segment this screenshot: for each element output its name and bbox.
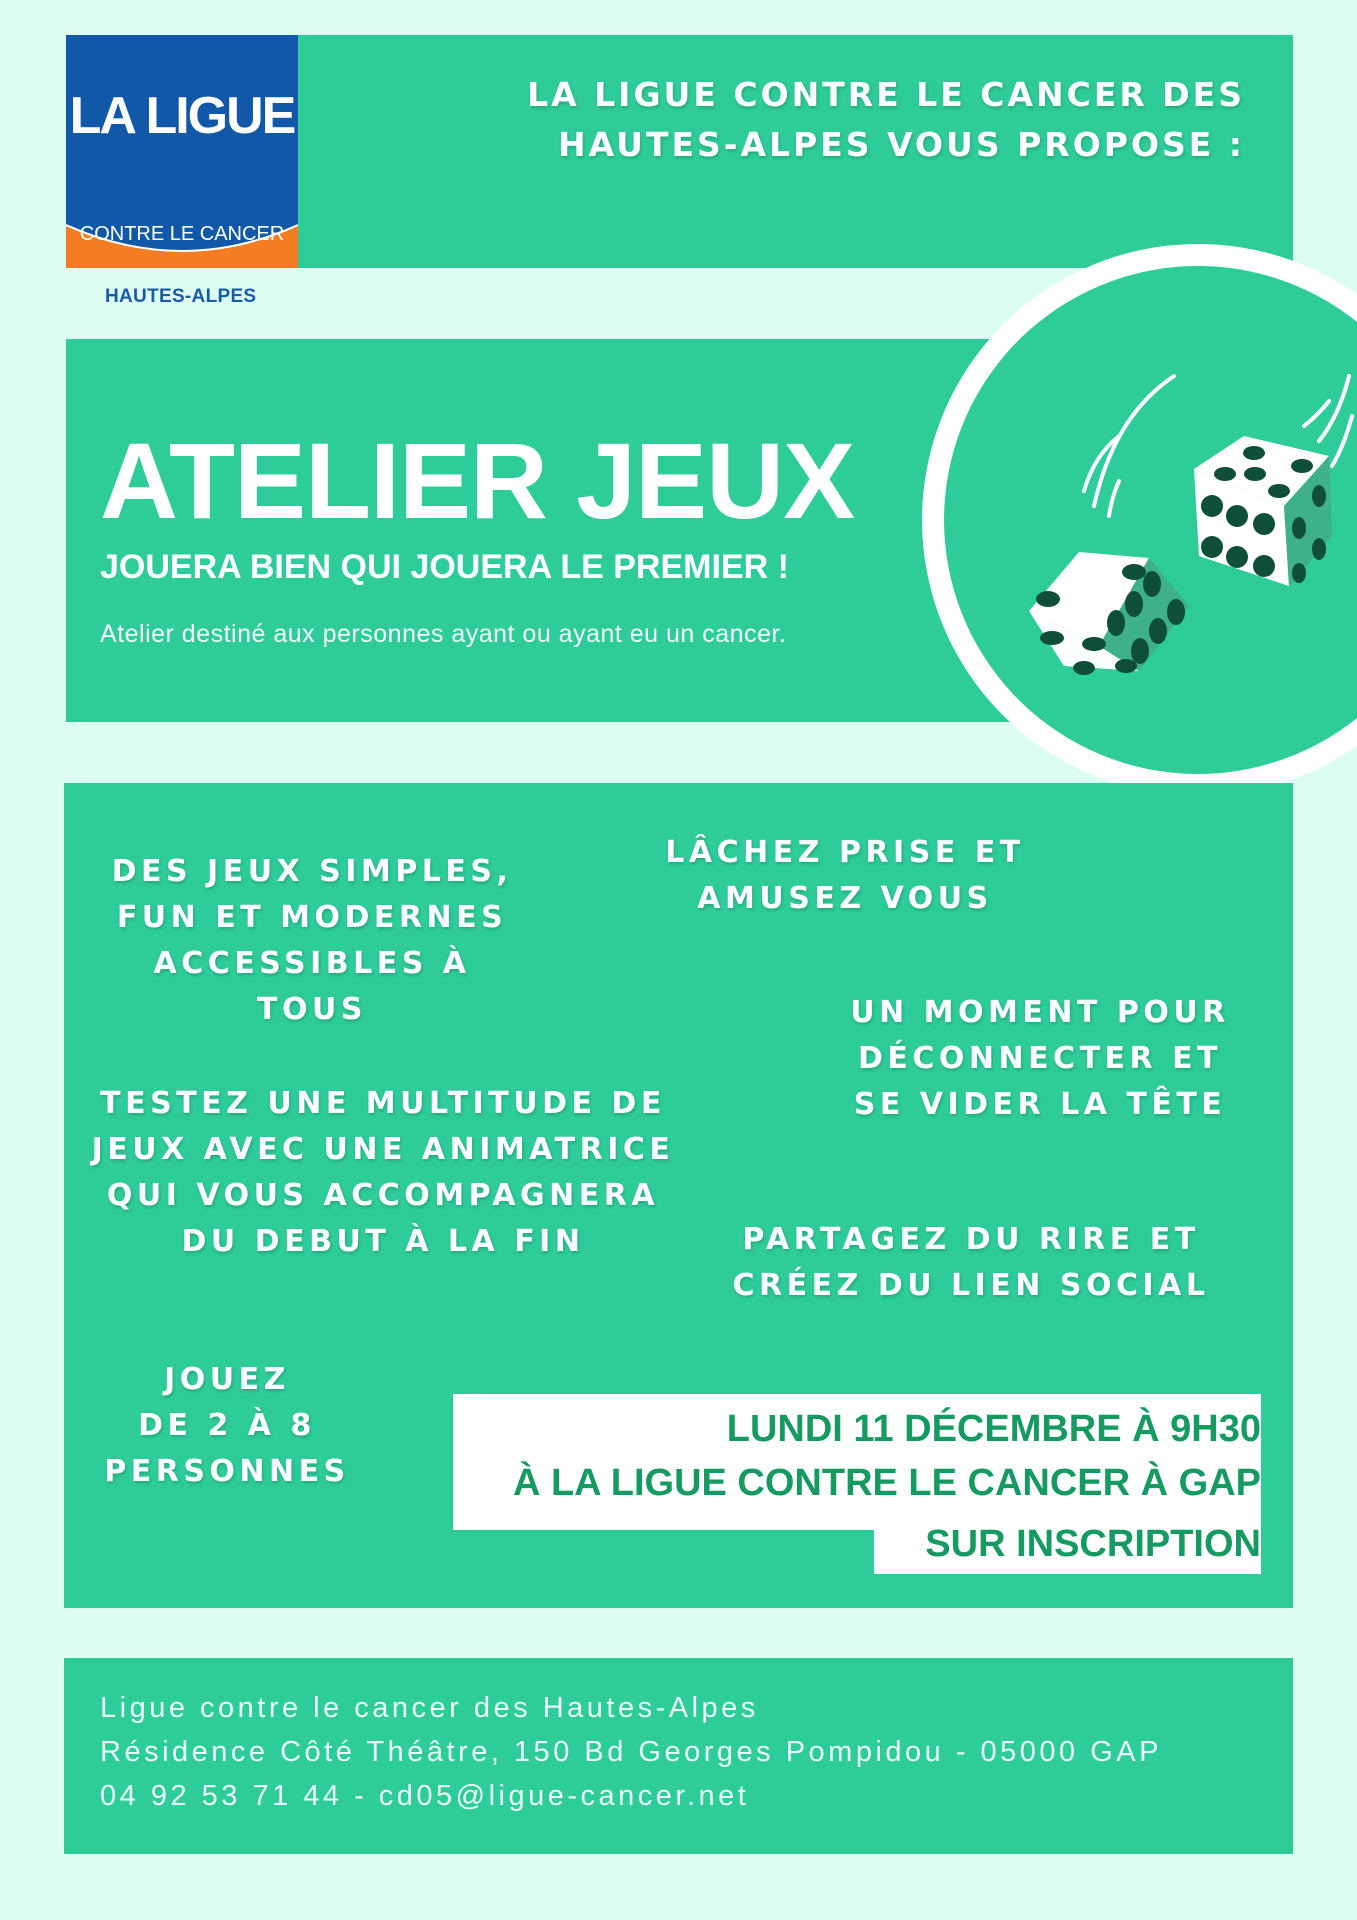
feature-line: DE 2 À 8 [138, 1408, 316, 1443]
feature-let-go [645, 830, 1045, 922]
feature-line: ACCESSIBLES À TOUS [153, 946, 471, 1027]
feature-line: LÂCHEZ PRISE ET [665, 835, 1025, 870]
feature-line: JEUX AVEC UNE ANIMATRICE [91, 1132, 675, 1167]
dice-icon [922, 244, 1357, 796]
feature-line: UN MOMENT POUR [850, 995, 1230, 1030]
feature-line: AMUSEZ VOUS [697, 881, 993, 916]
region-label: HAUTES-ALPES [105, 286, 257, 307]
audience-note: Atelier destiné aux personnes ayant ou ayant eu un cancer. [100, 620, 787, 648]
feature-line: DES JEUX SIMPLES, [111, 854, 513, 889]
feature-line: CRÉEZ DU LIEN SOCIAL [732, 1268, 1210, 1303]
feature-line: TESTEZ UNE MULTITUDE DE [100, 1086, 666, 1121]
feature-line: JOUEZ [164, 1362, 290, 1397]
header-text [527, 70, 1245, 170]
svg-text:LA LIGUE: LA LIGUE [69, 87, 295, 145]
feature-line: DÉCONNECTER ET [857, 1041, 1223, 1076]
page-title: ATELIER JEUX [100, 420, 855, 541]
feature-line: QUI VOUS ACCOMPAGNERA [106, 1178, 660, 1213]
header-line: LA LIGUE CONTRE LE CANCER DES [527, 75, 1245, 114]
dice-illustration [922, 244, 1357, 796]
footer-phone-email[interactable]: 04 92 53 71 44 - cd05@ligue-cancer.net [100, 1780, 750, 1812]
svg-text:CONTRE LE CANCER: CONTRE LE CANCER [79, 223, 285, 245]
header-line: HAUTES-ALPES VOUS PROPOSE : [558, 125, 1245, 164]
footer-address: Résidence Côté Théâtre, 150 Bd Georges Pompidou - 05000 GAP [100, 1736, 1162, 1768]
feature-animator [90, 1081, 676, 1265]
event-place: À LA LIGUE CONTRE LE CANCER À GAP [512, 1462, 1261, 1504]
feature-line: PARTAGEZ DU RIRE ET [742, 1222, 1200, 1257]
feature-line: PERSONNES [104, 1454, 350, 1489]
feature-line: SE VIDER LA TÊTE [853, 1087, 1227, 1122]
event-date: LUNDI 11 DÉCEMBRE À 9H30 [726, 1408, 1261, 1450]
event-registration: SUR INSCRIPTION [925, 1523, 1261, 1565]
footer-contact [100, 1686, 1162, 1818]
feature-share [731, 1217, 1211, 1309]
page-subtitle: JOUERA BIEN QUI JOUERA LE PREMIER ! [100, 548, 789, 586]
feature-line: FUN ET MODERNES [116, 900, 508, 935]
feature-line: DU DEBUT À LA FIN [181, 1224, 585, 1259]
footer-name: Ligue contre le cancer des Hautes-Alpes [100, 1692, 759, 1724]
feature-players [97, 1357, 357, 1495]
feature-simple-games [100, 849, 524, 1033]
la-ligue-logo [66, 35, 298, 268]
feature-disconnect [830, 990, 1250, 1128]
